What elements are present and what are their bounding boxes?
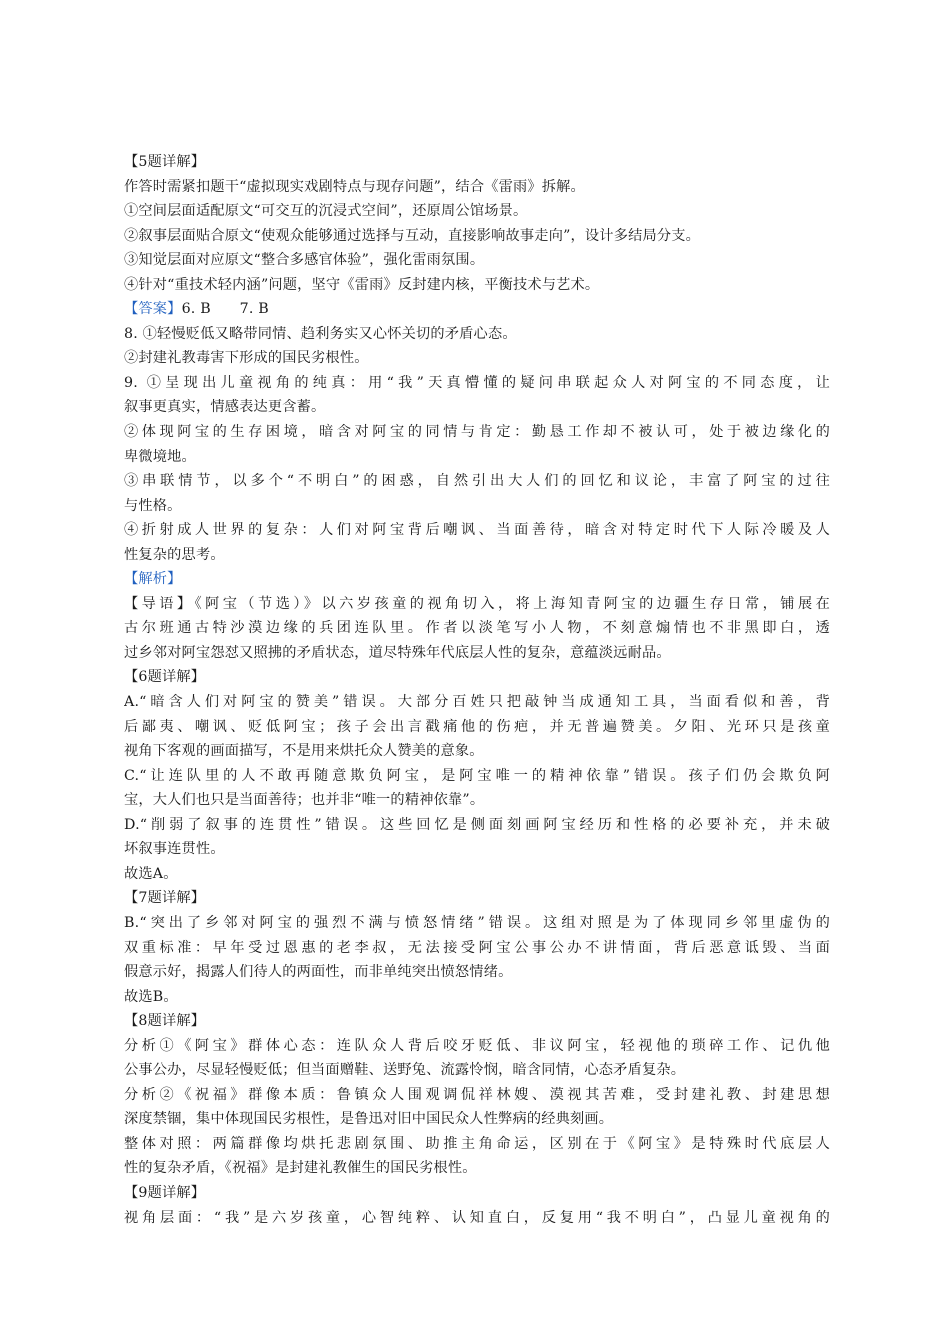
text-line [124, 862, 830, 887]
text-line [124, 788, 830, 813]
line-text: 公事公办，尽显轻慢贬低；但当面赠鞋、送野兔、流露怜悯，暗含同情，心态矛盾复杂。 [124, 1062, 686, 1079]
section-label: 【解析】 [124, 571, 182, 588]
line-text: ③串联情节，以多个“不明白”的困惑，自然引出大人们的回忆和议论，丰富了阿宝的过往 [124, 473, 830, 490]
text-line [124, 1156, 830, 1181]
text-line [124, 1034, 830, 1059]
line-text: 过乡邻对阿宝怨怼又照拂的矛盾状态，道尽特殊年代底层人性的复杂，意蕴淡远耐品。 [124, 644, 671, 661]
line-text: 假意示好，揭露人们待人的两面性，而非单纯突出愤怒情绪。 [124, 964, 513, 981]
line-text: 后鄙夷、嘲讽、贬低阿宝；孩子会出言戳痛他的伤疤，并无普遍赞美。夕阳、光环只是孩童 [124, 718, 830, 735]
line-text: 性复杂的思考。 [124, 546, 225, 563]
line-text: ②体现阿宝的生存困境，暗含对阿宝的同情与肯定：勤恳工作却不被认可，处于被边缘化的 [124, 424, 830, 441]
text-line [124, 346, 830, 371]
document-body [124, 150, 830, 1230]
line-text: 分析①《阿宝》群体心态：连队众人背后咬牙贬低、非议阿宝，轻视他的琐碎工作、记仇他 [124, 1037, 830, 1054]
text-line [124, 297, 830, 322]
text-line [124, 813, 830, 838]
text-line [124, 469, 830, 494]
text-line [124, 175, 830, 200]
line-text: A.“暗含人们对阿宝的赞美”错误。大部分百姓只把敲钟当成通知工具，当面看似和善，背 [124, 694, 830, 711]
line-text: ④针对“重技术轻内涵”问题，坚守《雷雨》反封建内核，平衡技术与艺术。 [124, 276, 600, 293]
text-line [124, 150, 830, 175]
text-line [124, 543, 830, 568]
text-line [124, 985, 830, 1010]
text-line [124, 420, 830, 445]
line-text: 与性格。 [124, 497, 182, 514]
line-text: 【8题详解】 [124, 1013, 206, 1030]
line-text: 宝，大人们也只是当面善待；也并非“唯一的精神依靠”。 [124, 792, 485, 809]
text-line [124, 715, 830, 740]
line-text: 【9题详解】 [124, 1184, 206, 1201]
text-line [124, 960, 830, 985]
line-text: 视角层面：“我”是六岁孩童，心智纯粹、认知直白，反复用“我不明白”，凸显儿童视角的 [124, 1209, 830, 1226]
text-line [124, 1181, 830, 1206]
text-line [124, 886, 830, 911]
text-line [124, 273, 830, 298]
text-line [124, 494, 830, 519]
text-line [124, 616, 830, 641]
text-line [124, 1132, 830, 1157]
text-line [124, 936, 830, 961]
text-line [124, 371, 830, 396]
line-text: 深度禁锢，集中体现国民劣根性，是鲁迅对旧中国民众人性弊病的经典刻画。 [124, 1111, 614, 1128]
line-text: 视角下客观的画面描写，不是用来烘托众人赞美的意象。 [124, 743, 484, 760]
text-line [124, 665, 830, 690]
line-text: B.“突出了乡邻对阿宝的强烈不满与愤怒情绪”错误。这组对照是为了体现同乡邻里虚伪的 [124, 914, 830, 931]
line-text: C.“让连队里的人不敢再随意欺负阿宝，是阿宝唯一的精神依靠”错误。孩子们仍会欺负阿 [124, 767, 830, 784]
text-line [124, 739, 830, 764]
line-text: 性的复杂矛盾，《祝福》是封建礼教催生的国民劣根性。 [124, 1160, 477, 1177]
text-line [124, 592, 830, 617]
line-text: ②叙事层面贴合原文“使观众能够通过选择与互动，直接影响故事走向”，设计多结局分支。 [124, 227, 701, 244]
line-text: 古尔班通古特沙漠边缘的兵团连队里。作者以淡笔写小人物，不刻意煽情也不非黑即白，透 [124, 620, 830, 637]
text-line [124, 1058, 830, 1083]
line-text: 双重标准：早年受过恩惠的老李叔，无法接受阿宝公事公办不讲情面，背后恶意诋毁、当面 [124, 939, 830, 956]
text-line [124, 248, 830, 273]
text-line [124, 518, 830, 543]
line-text: 整体对照：两篇群像均烘托悲剧氛围、助推主角命运，区别在于《阿宝》是特殊时代底层人 [124, 1135, 830, 1152]
line-text: 分析②《祝福》群像本质：鲁镇众人围观调侃祥林嫂、漠视其苦难，受封建礼教、封建思想 [124, 1086, 830, 1103]
line-text: ①空间层面适配原文“可交互的沉浸式空间”，还原周公馆场景。 [124, 203, 528, 220]
line-text: 【7题详解】 [124, 890, 206, 907]
line-text: ④折射成人世界的复杂：人们对阿宝背后嘲讽、当面善待，暗含对特定时代下人际冷暖及人 [124, 522, 830, 539]
line-text: 卑微境地。 [124, 448, 196, 465]
line-text: 叙事更真实，情感表达更含蓄。 [124, 399, 326, 416]
text-line [124, 322, 830, 347]
line-text: D.“削弱了叙事的连贯性”错误。这些回忆是侧面刻画阿宝经历和性格的必要补充，并未破 [124, 816, 830, 833]
text-line [124, 224, 830, 249]
text-line [124, 199, 830, 224]
line-text: 9. ①呈现出儿童视角的纯真：用“我”天真懵懂的疑问串联起众人对阿宝的不同态度，让 [124, 374, 830, 391]
text-line [124, 690, 830, 715]
text-line [124, 395, 830, 420]
line-text: 【6题详解】 [124, 669, 206, 686]
line-text: 作答时需紧扣题干“虚拟现实戏剧特点与现存问题”，结合《雷雨》拆解。 [124, 178, 585, 195]
text-line [124, 641, 830, 666]
text-line [124, 764, 830, 789]
line-text: ②封建礼教毒害下形成的国民劣根性。 [124, 350, 369, 367]
text-line [124, 1009, 830, 1034]
line-text: 【导语】《阿宝（节选）》以六岁孩童的视角切入，将上海知青阿宝的边疆生存日常，铺展在 [124, 595, 830, 612]
text-line [124, 837, 830, 862]
line-text: ③知觉层面对应原文“整合多感官体验”，强化雷雨氛围。 [124, 252, 485, 269]
section-label: 【答案】 [124, 301, 182, 318]
text-line [124, 445, 830, 470]
line-text: 6. B 7. B [181, 301, 269, 318]
text-line [124, 1107, 830, 1132]
line-text: 故选A。 [124, 865, 178, 882]
line-text: 【5题详解】 [124, 154, 206, 170]
line-text: 坏叙事连贯性。 [124, 841, 225, 858]
line-text: 8. ①轻慢贬低又略带同情、趋利务实又心怀关切的矛盾心态。 [124, 325, 517, 342]
text-line [124, 911, 830, 936]
text-line [124, 1206, 830, 1231]
text-line [124, 567, 830, 592]
line-text: 故选B。 [124, 988, 178, 1005]
text-line [124, 1083, 830, 1108]
